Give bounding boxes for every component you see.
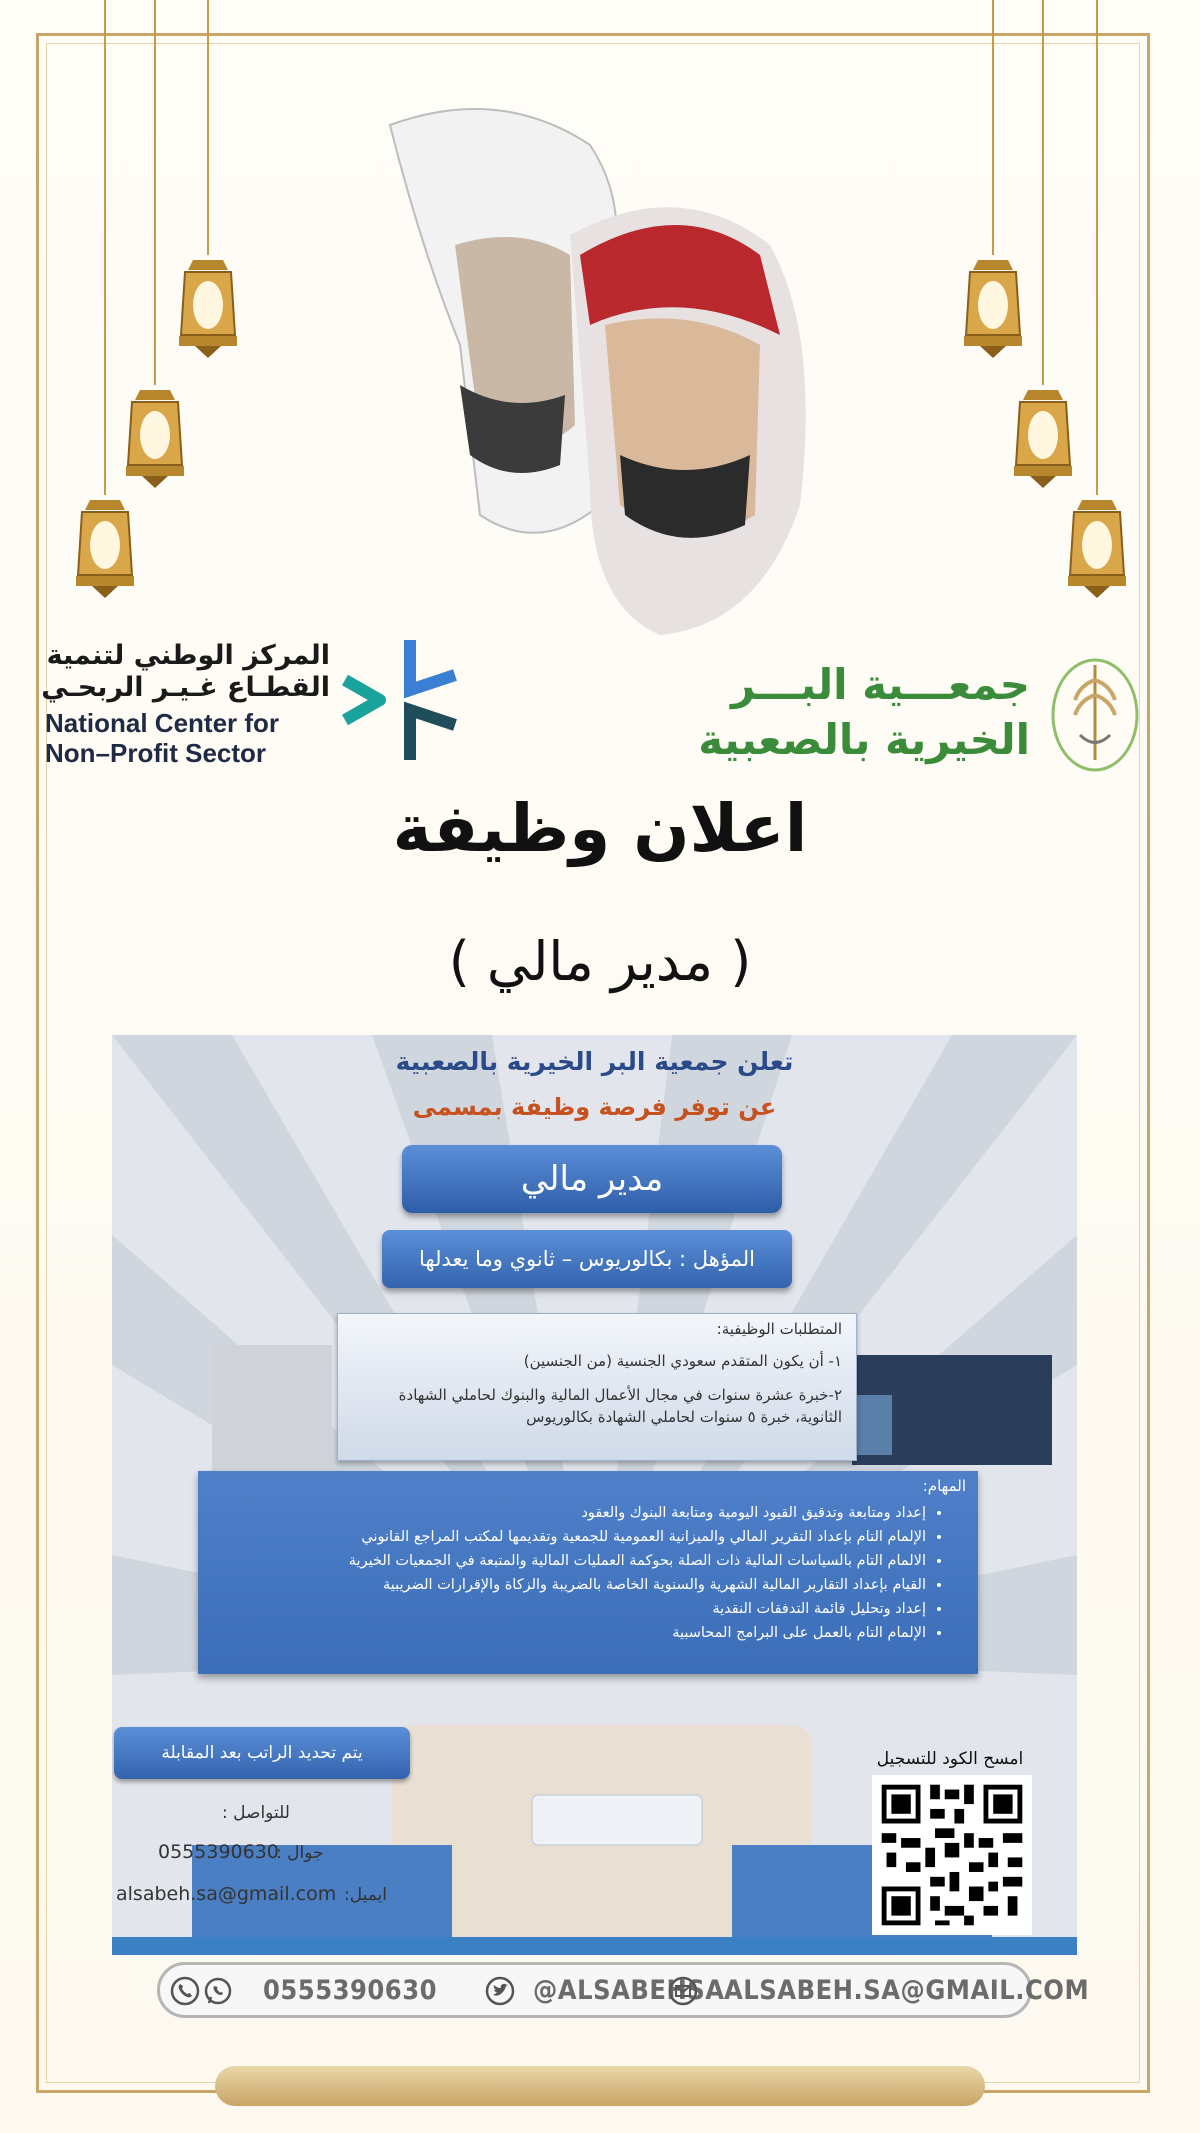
tasks-list <box>210 1501 966 1645</box>
email-icon[interactable] <box>668 1976 698 2006</box>
social-twitter[interactable]: @ALSABEHSA <box>533 1975 725 2006</box>
task-item: • إعداد ومتابعة وتدقيق القيود اليومية ومتابعة البنوك والعقود <box>210 1501 926 1525</box>
qualification-box: المؤهل : بكالوريوس – ثانوي وما يعدلها <box>382 1230 792 1288</box>
tasks-box <box>198 1471 978 1674</box>
job-subheadline: ( مدير مالي ) <box>448 930 752 993</box>
headline: اعلان وظيفة <box>392 790 808 867</box>
poster-subtitle: عن توفر فرصة وظيفة بمسمى <box>412 1093 777 1121</box>
task-item: • القيام بإعداد التقارير المالية الشهرية والسنوية الخاصة بالضريبة والزكاة والإقرارات الضريبية <box>210 1573 926 1597</box>
task-item: • الالمام التام بالسياسات المالية ذات الصلة بحوكمة العمليات المالية والمتبعة في الجمعيات الخيرية <box>210 1549 926 1573</box>
lantern-icon <box>173 0 243 400</box>
requirement-item: ١- أن يكون المتقدم سعودي الجنسية (من الجنسين) <box>523 1352 842 1370</box>
requirement-item: ٢-خبرة عشرة سنوات في مجال الأعمال المالية والبنوك لحاملي الشهادة الثانوية، خبرة ٥ سنوات لحاملي الشهادة بكالوريوس <box>398 1386 842 1426</box>
phone-icon[interactable] <box>170 1976 200 2006</box>
job-title-box: مدير مالي <box>402 1145 782 1213</box>
poster-title: تعلن جمعية البر الخيرية بالصعبية <box>395 1047 794 1076</box>
portrait-illustration <box>360 85 850 645</box>
mobile-label: جوال : <box>276 1843 324 1863</box>
task-item: • إعداد وتحليل قائمة التدفقات النقدية <box>210 1597 926 1621</box>
email-address[interactable]: alsabeh.sa@gmail.com <box>116 1883 337 1905</box>
whatsapp-icon[interactable] <box>203 1976 233 2006</box>
albir-name-line1: جمعـــية البـــر <box>731 660 1030 709</box>
ncnp-name-ar-line2: القطـاع غـيـر الربحـي <box>41 672 330 703</box>
albir-name-line2: الخيرية بالصعبية <box>698 715 1030 764</box>
twitter-icon[interactable] <box>485 1976 515 2006</box>
qr-code-icon[interactable] <box>872 1775 1032 1935</box>
task-item: • الإلمام التام بالعمل على البرامج المحاسبية <box>210 1621 926 1645</box>
ncnp-name-en-line1: National Center for <box>45 708 280 738</box>
albir-logo <box>698 650 1150 780</box>
social-phone[interactable]: 0555390630 <box>263 1975 438 2006</box>
wheat-emblem-icon <box>1045 650 1145 775</box>
task-item: • الإلمام التام بإعداد التقرير المالي والميزانية العمومية للجمعية وتقديمها لمكتب المراجع القانوني <box>210 1525 926 1549</box>
poster-bottom-strip <box>112 1937 1077 1955</box>
ncnp-name-en-line2: Non–Profit Sector <box>45 738 267 768</box>
mobile-number[interactable]: 0555390630 <box>158 1841 279 1863</box>
ncnp-mark-icon <box>340 635 465 765</box>
email-label: ايميل: <box>344 1885 388 1905</box>
salary-note-box: يتم تحديد الراتب بعد المقابلة <box>114 1727 410 1779</box>
qr-label: امسح الكود للتسجيل <box>876 1749 1024 1769</box>
ncnp-name-ar-line1: المركز الوطني لتنمية <box>46 640 330 671</box>
requirements-box <box>337 1313 857 1461</box>
social-bar <box>157 1962 1090 2018</box>
tasks-heading: المهام: <box>922 1477 966 1495</box>
social-email[interactable]: ALSABEH.SA@GMAIL.COM <box>724 1975 1090 2006</box>
requirements-heading: المتطلبات الوظيفية: <box>716 1320 842 1338</box>
lantern-icon <box>1062 0 1132 630</box>
ncnp-logo <box>41 640 425 770</box>
bottom-gold-bar <box>215 2066 985 2106</box>
job-poster <box>112 1035 1077 1955</box>
contact-heading: للتواصل : <box>222 1803 290 1823</box>
